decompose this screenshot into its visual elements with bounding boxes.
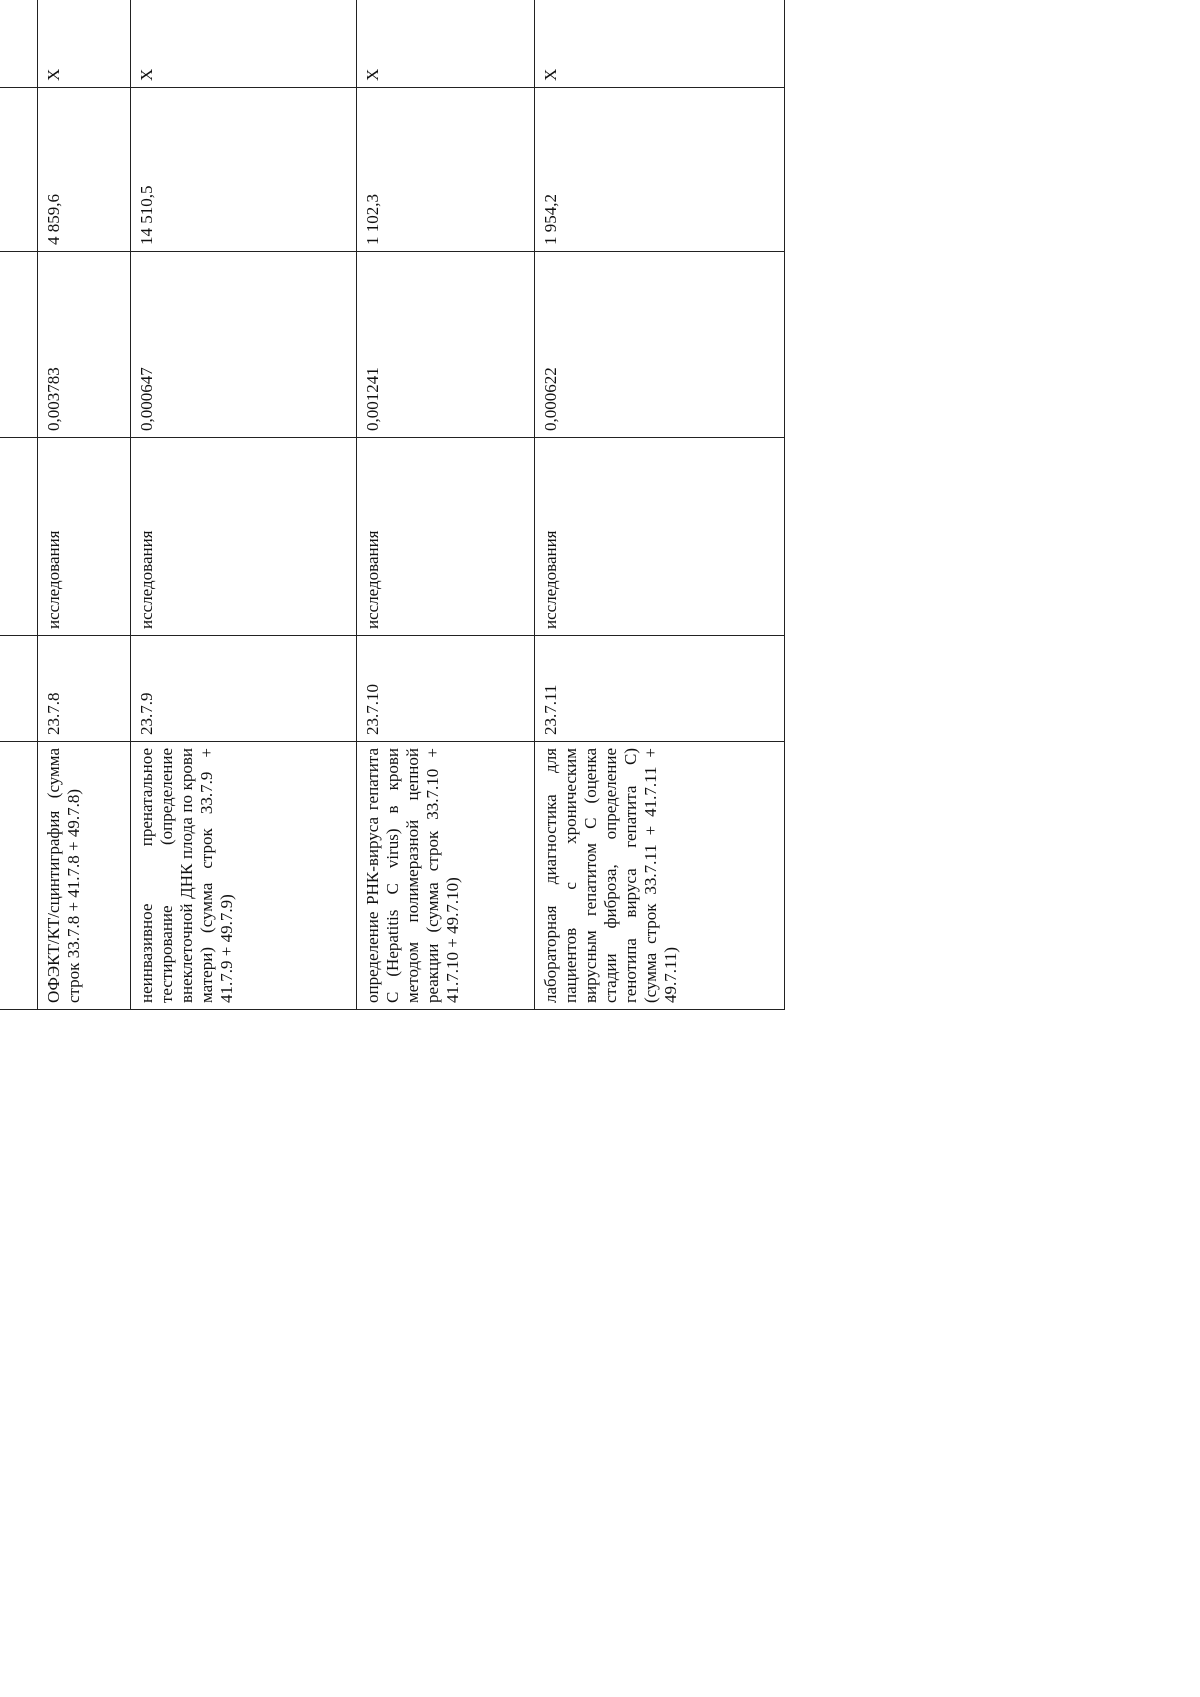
row-description: ОФЭКТ/КТ/сцинтиграфия (сумма строк 33.7.8 + 41.7.8 + 49.7.8): [38, 742, 131, 1010]
row-x-1: [0, 0, 38, 88]
row-norm: 0,001241: [357, 252, 535, 438]
table-row: [38, 0, 131, 1010]
table-row: [357, 0, 535, 1010]
row-norm: 0,003783: [38, 252, 131, 438]
row-x-1: X: [357, 0, 535, 88]
row-norm: [0, 252, 38, 438]
row-cost: 14 510,5: [131, 88, 357, 252]
row-description: [0, 742, 38, 1010]
row-cost: 4 859,6: [38, 88, 131, 252]
row-cost: 1 102,3: [357, 88, 535, 252]
row-description: лабораторная диагностика для пациентов с хроническим вирусным гепатитом С (оценка стадии фиброза, определение генотипа вируса гепатита С) (сумма строк 33.7.11 + 41.7.11 + 49.7.11): [535, 742, 785, 1010]
table-row: [131, 0, 357, 1010]
row-unit: исследования: [38, 438, 131, 636]
row-code: 23.7.8: [38, 636, 131, 742]
tariff-table: [0, 0, 785, 1010]
row-cost: 1 954,2: [535, 88, 785, 252]
row-code: 23.7.11: [535, 636, 785, 742]
row-cost: [0, 88, 38, 252]
row-code: 23.7.10: [357, 636, 535, 742]
table-row: [535, 0, 785, 1010]
row-description: определение РНК-вируса гепатита С (Hepatitis C virus) в крови методом полимеразной цепной реакции (сумма строк 33.7.10 + 41.7.10 + 49.7.10): [357, 742, 535, 1010]
row-code: 23.7.9: [131, 636, 357, 742]
row-unit: [0, 438, 38, 636]
row-x-1: X: [38, 0, 131, 88]
row-unit: исследования: [131, 438, 357, 636]
row-x-1: X: [535, 0, 785, 88]
row-description: неинвазивное пренатальное тестирование (определение внеклеточной ДНК плода по крови матери) (сумма строк 33.7.9 + 41.7.9 + 49.7.9): [131, 742, 357, 1010]
row-unit: исследования: [535, 438, 785, 636]
row-unit: исследования: [357, 438, 535, 636]
row-x-1: X: [131, 0, 357, 88]
row-code: [0, 636, 38, 742]
row-norm: 0,000647: [131, 252, 357, 438]
table-row: [0, 0, 38, 1010]
row-norm: 0,000622: [535, 252, 785, 438]
